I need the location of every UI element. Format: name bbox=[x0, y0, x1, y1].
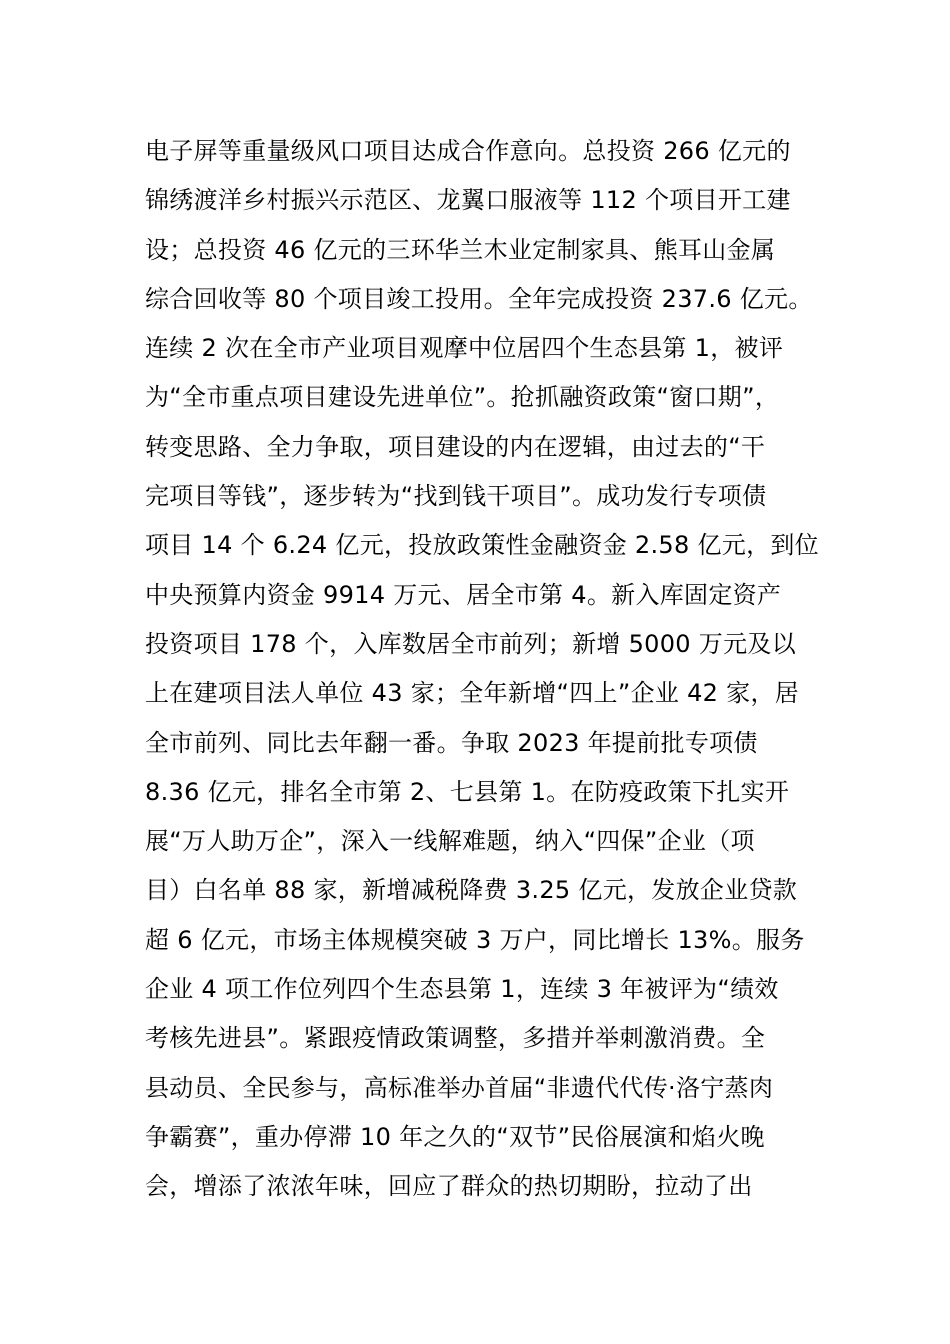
text-line: 目）白名单 88 家，新增减税降费 3.25 亿元，发放企业贷款 bbox=[145, 876, 798, 905]
text-line: 综合回收等 80 个项目竣工投用。全年完成投资 237.6 亿元。 bbox=[145, 284, 813, 313]
text-line: 考核先进县”。紧跟疫情政策调整，多措并举刺激消费。全 bbox=[145, 1024, 766, 1053]
text-line: 锦绣渡洋乡村振兴示范区、龙翼口服液等 112 个项目开工建 bbox=[145, 186, 791, 215]
text-line: 项目 14 个 6.24 亿元，投放政策性金融资金 2.58 亿元，到位 bbox=[145, 531, 819, 560]
text-line: 电子屏等重量级风口项目达成合作意向。总投资 266 亿元的 bbox=[145, 137, 791, 165]
text-line: 投资项目 178 个，入库数居全市前列；新增 5000 万元及以 bbox=[145, 629, 797, 658]
text-line: 连续 2 次在全市产业项目观摩中位居四个生态县第 1，被评 bbox=[145, 334, 784, 363]
text-line: 超 6 亿元，市场主体规模突破 3 万户，同比增长 13%。服务 bbox=[145, 925, 805, 954]
text-line: 展“万人助万企”，深入一线解难题，纳入“四保”企业（项 bbox=[145, 827, 755, 856]
text-line: 中央预算内资金 9914 万元、居全市第 4。新入库固定资产 bbox=[145, 580, 782, 609]
text-line: 县动员、全民参与，高标准举办首届“非遗代代传·洛宁蒸肉 bbox=[145, 1073, 774, 1102]
text-line: 会，增添了浓浓年味，回应了群众的热切期盼，拉动了出 bbox=[145, 1172, 753, 1201]
text-line: 完项目等钱”，逐步转为“找到钱干项目”。成功发行专项债 bbox=[145, 482, 767, 511]
body-paragraph bbox=[145, 127, 825, 1212]
text-line: 为“全市重点项目建设先进单位”。抢抓融资政策“窗口期”， bbox=[145, 383, 780, 412]
text-line: 上在建项目法人单位 43 家；全年新增“四上”企业 42 家，居 bbox=[145, 679, 800, 708]
text-line: 设；总投资 46 亿元的三环华兰木业定制家具、熊耳山金属 bbox=[145, 235, 776, 264]
text-line: 转变思路、全力争取，项目建设的内在逻辑，由过去的“干 bbox=[145, 432, 766, 461]
text-line: 争霸赛”，重办停滞 10 年之久的“双节”民俗展演和焰火晚 bbox=[145, 1122, 765, 1151]
text-line: 8.36 亿元，排名全市第 2、七县第 1。在防疫政策下扎实开 bbox=[145, 777, 790, 806]
text-line: 全市前列、同比去年翻一番。争取 2023 年提前批专项债 bbox=[145, 728, 758, 757]
text-line: 企业 4 项工作位列四个生态县第 1，连续 3 年被评为“绩效 bbox=[145, 975, 779, 1004]
